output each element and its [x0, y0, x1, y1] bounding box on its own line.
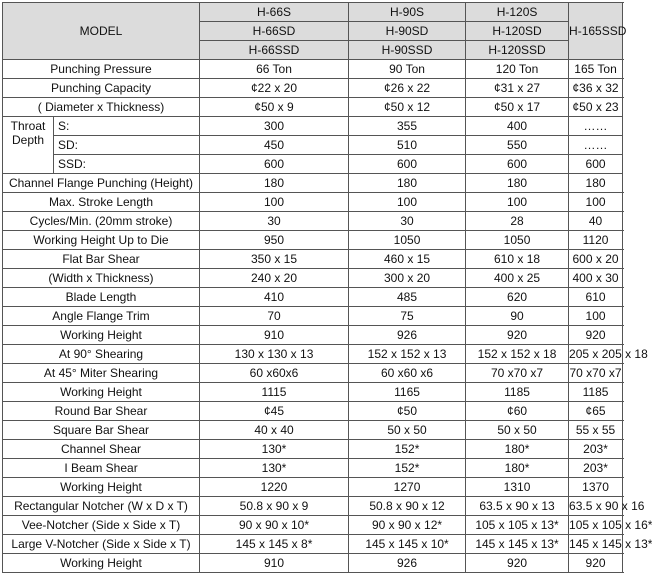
spec-row	[3, 288, 623, 307]
spec-label: Punching Pressure	[3, 60, 200, 79]
throat-value: 400	[466, 117, 569, 136]
spec-label: Cycles/Min. (20mm stroke)	[3, 212, 200, 231]
spec-value: 400 x 25	[466, 269, 569, 288]
spec-label: At 90° Shearing	[3, 345, 200, 364]
throat-sub-label: S:	[54, 117, 200, 136]
spec-value: 90 x 90 x 10*	[200, 516, 349, 535]
spec-value: 30	[349, 212, 466, 231]
spec-value: 50 x 50	[466, 421, 569, 440]
spec-value: ¢31 x 27	[466, 79, 569, 98]
spec-value: 910	[200, 326, 349, 345]
spec-value: 90	[466, 307, 569, 326]
throat-row	[3, 136, 623, 155]
spec-label: Working Height	[3, 326, 200, 345]
spec-label: Working Height	[3, 478, 200, 497]
spec-value: 90 Ton	[349, 60, 466, 79]
spec-value: 100	[200, 193, 349, 212]
spec-value: 105 x 105 x 16*	[569, 516, 623, 535]
spec-row	[3, 364, 623, 383]
model-header: MODEL	[3, 3, 200, 60]
spec-value: 600 x 20	[569, 250, 623, 269]
spec-label: Round Bar Shear	[3, 402, 200, 421]
model-name: H-90SSD	[349, 41, 466, 60]
spec-value: 152 x 152 x 13	[349, 345, 466, 364]
spec-label: Channel Shear	[3, 440, 200, 459]
spec-value: 180	[466, 174, 569, 193]
spec-value: 130*	[200, 459, 349, 478]
spec-value: 50 x 50	[349, 421, 466, 440]
spec-value: 1050	[349, 231, 466, 250]
spec-value: 610 x 18	[466, 250, 569, 269]
spec-value: ¢50 x 12	[349, 98, 466, 117]
spec-row	[3, 212, 623, 231]
spec-value: 40 x 40	[200, 421, 349, 440]
spec-value: 180	[200, 174, 349, 193]
spec-value: 50.8 x 90 x 12	[349, 497, 466, 516]
spec-value: 926	[349, 326, 466, 345]
throat-label-line1: Throat	[10, 119, 46, 133]
spec-value: 60 x60 x6	[349, 364, 466, 383]
spec-value: 28	[466, 212, 569, 231]
spec-label: Rectangular Notcher (W x D x T)	[3, 497, 200, 516]
spec-row	[3, 535, 623, 554]
spec-value: ¢26 x 22	[349, 79, 466, 98]
spec-value: 70 x70 x7	[466, 364, 569, 383]
spec-table	[2, 2, 652, 573]
spec-value: ¢65	[569, 402, 623, 421]
throat-value: ……	[569, 136, 623, 155]
spec-value: 60 x60x6	[200, 364, 349, 383]
spec-row	[3, 269, 623, 288]
spec-value: 180*	[466, 459, 569, 478]
throat-value: 600	[349, 155, 466, 174]
throat-sub-label: SSD:	[54, 155, 200, 174]
spec-label: Square Bar Shear	[3, 421, 200, 440]
model-name: H-90S	[349, 3, 466, 22]
spec-value: 910	[200, 554, 349, 573]
spec-value: 926	[349, 554, 466, 573]
spec-value: 130*	[200, 440, 349, 459]
spec-value: 950	[200, 231, 349, 250]
spec-value: 40	[569, 212, 623, 231]
throat-value: 510	[349, 136, 466, 155]
spec-value: 1310	[466, 478, 569, 497]
spec-value: 70	[200, 307, 349, 326]
spec-row	[3, 383, 623, 402]
spec-value: 90 x 90 x 12*	[349, 516, 466, 535]
model-name: H-120SSD	[466, 41, 569, 60]
spec-row	[3, 497, 623, 516]
spec-value: 100	[349, 193, 466, 212]
model-name: H-66SD	[200, 22, 349, 41]
spec-value: 152*	[349, 440, 466, 459]
spec-value: 920	[466, 326, 569, 345]
spec-value: 120 Ton	[466, 60, 569, 79]
spec-label: I Beam Shear	[3, 459, 200, 478]
spec-row	[3, 79, 623, 98]
model-name: H-66S	[200, 3, 349, 22]
spec-value: ¢50 x 23	[569, 98, 623, 117]
header-row	[3, 3, 623, 22]
model-name: H-66SSD	[200, 41, 349, 60]
spec-label: (Width x Thickness)	[3, 269, 200, 288]
spec-value: 75	[349, 307, 466, 326]
spec-row	[3, 459, 623, 478]
spec-row	[3, 402, 623, 421]
throat-row	[3, 117, 623, 136]
spec-value: ¢22 x 20	[200, 79, 349, 98]
throat-sub-label: SD:	[54, 136, 200, 155]
spec-value: 920	[569, 554, 623, 573]
spec-row	[3, 478, 623, 497]
throat-label-line2: Depth	[11, 133, 45, 147]
spec-value: 1165	[349, 383, 466, 402]
throat-row	[3, 155, 623, 174]
spec-value: 410	[200, 288, 349, 307]
spec-label: Working Height	[3, 554, 200, 573]
spec-label: Flat Bar Shear	[3, 250, 200, 269]
spec-value: 300 x 20	[349, 269, 466, 288]
spec-value: 63.5 x 90 x 16	[569, 497, 623, 516]
spec-value: 203*	[569, 440, 623, 459]
spec-value: ¢45	[200, 402, 349, 421]
spec-value: 180*	[466, 440, 569, 459]
spec-label: At 45° Miter Shearing	[3, 364, 200, 383]
throat-value: 550	[466, 136, 569, 155]
spec-row	[3, 326, 623, 345]
spec-value: 152 x 152 x 18	[466, 345, 569, 364]
spec-label: Working Height	[3, 383, 200, 402]
spec-row	[3, 421, 623, 440]
spec-label: ( Diameter x Thickness)	[3, 98, 200, 117]
spec-value: 610	[569, 288, 623, 307]
throat-value: 300	[200, 117, 349, 136]
throat-value: 600	[466, 155, 569, 174]
spec-value: 152*	[349, 459, 466, 478]
spec-value: ¢50 x 9	[200, 98, 349, 117]
spec-value: 400 x 30	[569, 269, 623, 288]
spec-row	[3, 231, 623, 250]
spec-row	[3, 554, 623, 573]
spec-value: 350 x 15	[200, 250, 349, 269]
spec-label: Max. Stroke Length	[3, 193, 200, 212]
spec-value: 240 x 20	[200, 269, 349, 288]
spec-value: 1220	[200, 478, 349, 497]
spec-value: 100	[466, 193, 569, 212]
spec-value: 1050	[466, 231, 569, 250]
model-name: H-120S	[466, 3, 569, 22]
model-name-last: H-165SSD	[569, 3, 623, 60]
spec-value: 485	[349, 288, 466, 307]
spec-label: Large V-Notcher (Side x Side x T)	[3, 535, 200, 554]
spec-value: 1185	[569, 383, 623, 402]
spec-row	[3, 250, 623, 269]
spec-label: Angle Flange Trim	[3, 307, 200, 326]
spec-label: Channel Flange Punching (Height)	[3, 174, 200, 193]
spec-value: 620	[466, 288, 569, 307]
spec-label: Working Height Up to Die	[3, 231, 200, 250]
spec-value: 920	[569, 326, 623, 345]
spec-value: ¢60	[466, 402, 569, 421]
spec-row	[3, 193, 623, 212]
model-name: H-90SD	[349, 22, 466, 41]
spec-value: 66 Ton	[200, 60, 349, 79]
spec-value: 145 x 145 x 13*	[569, 535, 623, 554]
spec-value: 105 x 105 x 13*	[466, 516, 569, 535]
spec-row	[3, 516, 623, 535]
throat-value: 600	[569, 155, 623, 174]
spec-value: 145 x 145 x 13*	[466, 535, 569, 554]
spec-label: Punching Capacity	[3, 79, 200, 98]
spec-label: Blade Length	[3, 288, 200, 307]
spec-value: 130 x 130 x 13	[200, 345, 349, 364]
spec-row	[3, 440, 623, 459]
spec-value: 920	[466, 554, 569, 573]
spec-value: ¢50	[349, 402, 466, 421]
throat-value: 355	[349, 117, 466, 136]
spec-value: 70 x70 x7	[569, 364, 623, 383]
spec-value: 1115	[200, 383, 349, 402]
spec-value: 165 Ton	[569, 60, 623, 79]
spec-value: 1370	[569, 478, 623, 497]
spec-value: 180	[349, 174, 466, 193]
throat-value: ……	[569, 117, 623, 136]
spec-value: 100	[569, 193, 623, 212]
spec-value: 1270	[349, 478, 466, 497]
spec-row	[3, 174, 623, 193]
spec-value: ¢36 x 32	[569, 79, 623, 98]
spec-value: ¢50 x 17	[466, 98, 569, 117]
spec-value: 180	[569, 174, 623, 193]
spec-value: 50.8 x 90 x 9	[200, 497, 349, 516]
spec-row	[3, 307, 623, 326]
spec-row	[3, 345, 623, 364]
spec-value: 205 x 205 x 18	[569, 345, 623, 364]
spec-value: 63.5 x 90 x 13	[466, 497, 569, 516]
spec-value: 460 x 15	[349, 250, 466, 269]
spec-value: 145 x 145 x 10*	[349, 535, 466, 554]
throat-depth-label	[3, 117, 54, 174]
spec-value: 1185	[466, 383, 569, 402]
spec-value: 203*	[569, 459, 623, 478]
throat-value: 450	[200, 136, 349, 155]
spec-value: 55 x 55	[569, 421, 623, 440]
spec-label: Vee-Notcher (Side x Side x T)	[3, 516, 200, 535]
spec-row	[3, 60, 623, 79]
throat-value: 600	[200, 155, 349, 174]
spec-value: 1120	[569, 231, 623, 250]
spec-row	[3, 98, 623, 117]
model-name: H-120SD	[466, 22, 569, 41]
spec-value: 145 x 145 x 8*	[200, 535, 349, 554]
spec-value: 100	[569, 307, 623, 326]
spec-value: 30	[200, 212, 349, 231]
